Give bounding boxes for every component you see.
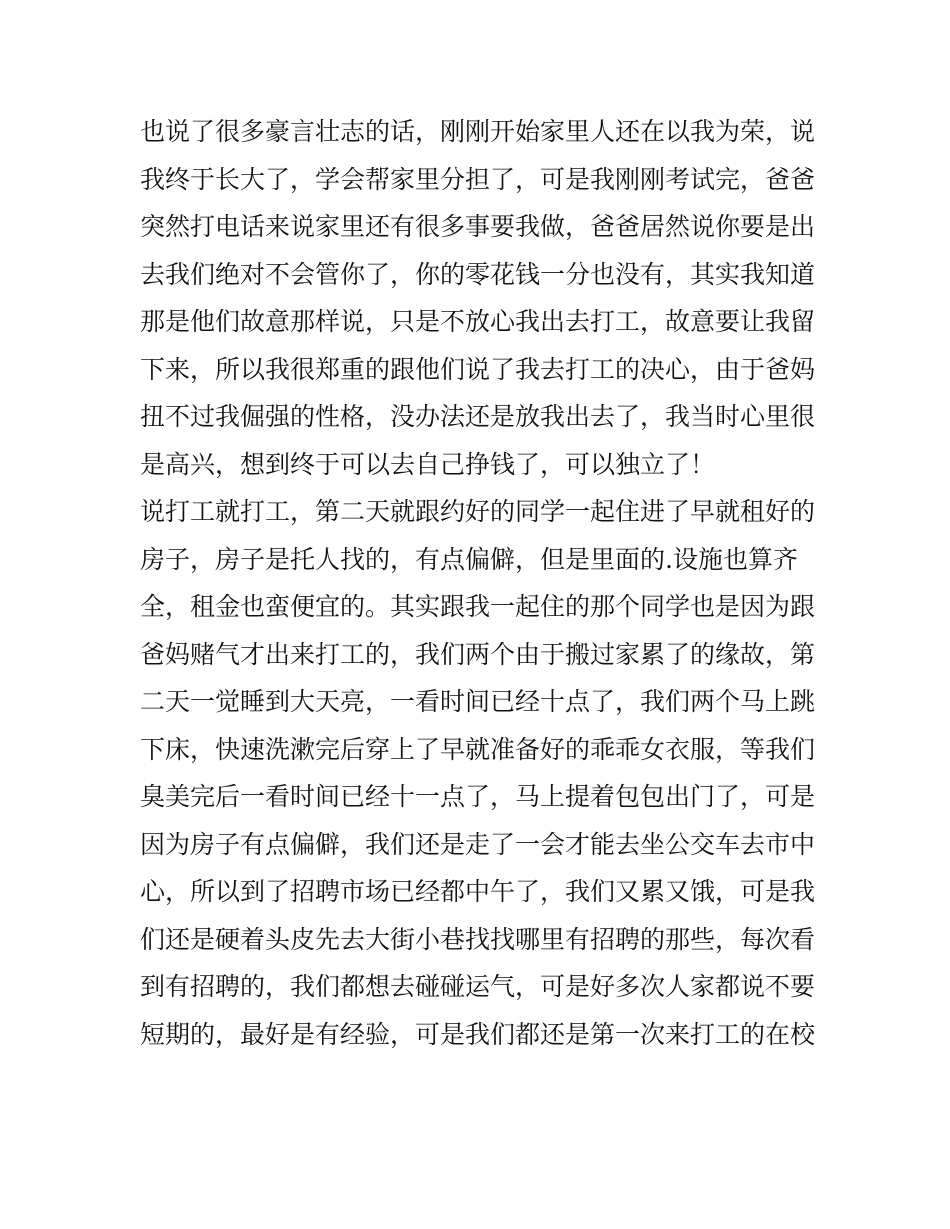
- text-line: 那是他们故意那样说，只是不放心我出去打工，故意要让我留: [140, 307, 816, 336]
- text-line: 我终于长大了，学会帮家里分担了，可是我刚刚考试完，爸爸: [140, 164, 816, 194]
- text-line: 到有招聘的，我们都想去碰碰运气，可是好多次人家都说不要: [140, 972, 816, 1001]
- text-line: 是高兴，想到终于可以去自己挣钱了，可以独立了！: [140, 449, 716, 479]
- text-line: 说打工就打工，第二天就跟约好的同学一起住进了早就租好的: [140, 497, 816, 526]
- text-line: 房子，房子是托人找的，有点偏僻，但是里面的.设施也算齐: [140, 544, 798, 574]
- text-line: 扭不过我倔强的性格，没办法还是放我出去了，我当时心里很: [140, 402, 816, 431]
- text-line: 下来，所以我很郑重的跟他们说了我去打工的决心，由于爸妈: [140, 354, 816, 384]
- text-line: 下床，快速洗漱完后穿上了早就准备好的乖乖女衣服，等我们: [140, 734, 816, 764]
- body-text: [140, 108, 820, 1058]
- text-line: 也说了很多豪言壮志的话，刚刚开始家里人还在以我为荣，说: [140, 117, 816, 146]
- text-line: 短期的，最好是有经验，可是我们都还是第一次来打工的在校: [140, 1019, 816, 1049]
- text-line: 因为房子有点偏僻，我们还是走了一会才能去坐公交车去市中: [140, 829, 816, 859]
- text-line: 全，租金也蛮便宜的。其实跟我一起住的那个同学也是因为跟: [140, 592, 816, 621]
- text-line: 突然打电话来说家里还有很多事要我做，爸爸居然说你要是出: [140, 212, 816, 241]
- text-line: 心，所以到了招聘市场已经都中午了，我们又累又饿，可是我: [140, 877, 816, 906]
- text-line: 臭美完后一看时间已经十一点了，马上提着包包出门了，可是: [140, 782, 816, 811]
- text-line: 们还是硬着头皮先去大街小巷找找哪里有招聘的那些，每次看: [140, 924, 816, 954]
- text-line: 爸妈赌气才出来打工的，我们两个由于搬过家累了的缘故，第: [140, 639, 816, 669]
- text-line: 二天一觉睡到大天亮，一看时间已经十点了，我们两个马上跳: [140, 687, 816, 716]
- text-line: 去我们绝对不会管你了，你的零花钱一分也没有，其实我知道: [140, 259, 816, 289]
